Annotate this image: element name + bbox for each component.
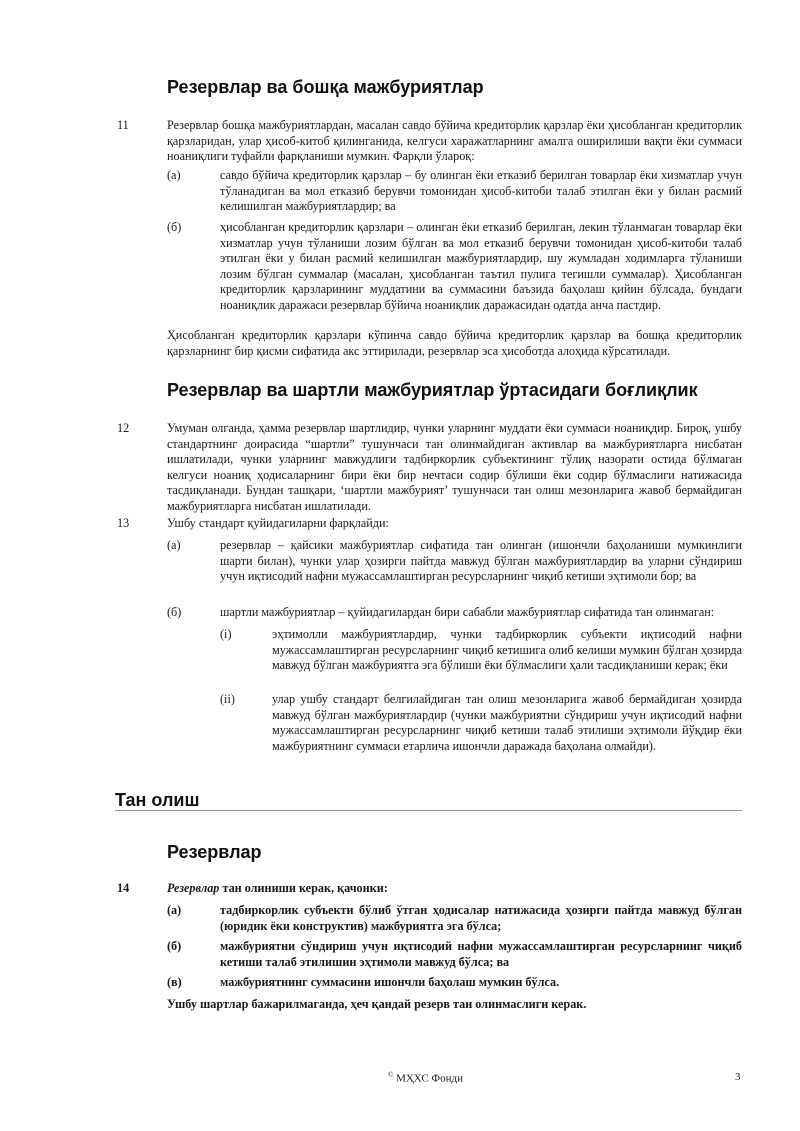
- paragraph-12-text: Умуман олганда, ҳамма резервлар шартлидир, чунки уларнинг муддати ёки суммаси ноаниқдир. Бироқ, ушбу стандартнинг доирасида “шартли” тушунчаси тан олинмайдиган активлар ва мажбуриятларга нисбатан ишлатилади, чунки уларнинг мавжудлиги тадбиркорлик субъектининг тўлиқ назорати остида бўлмаган келгуси ноаниқ ҳодисаларнинг бири ёки бир нечтаси содир бўлиши ёки содир бўлмаслиги натижасида тасдиқланади. Бундан ташқари, ‘шартли мажбурият’ тушунчаси тан олиш мезонларига жавоб бермайдиган мажбуриятларга нисбатан ишлатилади.: [167, 421, 742, 513]
- item-13b-text: шартли мажбуриятлар – қуйидагилардан бири сабабли мажбуриятлар сифатида тан олинмаган:: [220, 605, 715, 619]
- item-label-14b: (б): [167, 939, 182, 953]
- paragraph-14-closing: Ушбу шартлар бажарилмаганда, ҳеч қандай резерв тан олинмаслиги керак.: [167, 997, 587, 1011]
- paragraph-14-lead-rest: тан олиниши керак, қачонки:: [219, 881, 388, 895]
- item-13b-i-text: эҳтимолли мажбуриятлардир, чунки тадбиркорлик субъекти иқтисодий нафни мужассамлаштирган ресурсларнинг чиқиб кетишига олиб келиши мумкин бўлган ҳозирда мавжуд бўлган мажбуриятга эга бўлиши ёки бўлмаслиги ҳали тасдиқланиши керак; ёки: [272, 627, 742, 673]
- item-13a-text: резервлар – қайсики мажбуриятлар сифатида тан олинган (ишончли баҳоланиши мумкинлиги шарти билан), чунки улар ҳозирги пайтда мавжуд бўлган мажбуриятлардир ва уларни сўндириш учун иқтисодий нафни мужассамлаштирган ресурсларнинг чиқиб кетиши эҳтимоли бор; ва: [220, 538, 742, 584]
- item-label-13b: (б): [167, 605, 182, 619]
- paragraph-number-13: 13: [117, 516, 130, 530]
- paragraph-14-text: [167, 881, 742, 897]
- paragraph-number-14: 14: [117, 881, 130, 895]
- item-11a-text: савдо бўйича кредиторлик қарзлар – бу олинган ёки етказиб берилган товарлар ёки хизматлар учун тўланадиган ва мол етказиб берувчи томонидан ҳисоб-китоби талаб этилган ёки у билан расмий келишилган мажбуриятлардир; ва: [220, 168, 742, 214]
- item-label-14c: (в): [167, 975, 182, 989]
- item-label-13b-ii: (ii): [220, 692, 235, 706]
- section-heading-recognition: Тан олиш: [115, 790, 200, 810]
- item-11b-text: ҳисобланган кредиторлик қарзлари – олинган ёки етказиб берилган, лекин тўланмаган товарлар ёки хизматлар учун тўланиши лозим бўлган ва мол етказиб берувчи томонидан ҳисоб-китоби талаб этилган ёки у билан расмий келишилган мажбуриятлардир, шу жумладан ходимларга тўланиши лозим бўлган суммалар (масалан, ҳисобланган таътил пулига тегишли суммалар). Ҳисобланган кредиторлик қарзларининг муддатини ва суммасини баъзида баҳолаш қийин бўлсада, бундаги ноаниқлик даражаси резервлар бўйича ноаниқлик даражасидан одатда анча пастдир.: [220, 220, 742, 312]
- item-13b-ii-text: улар ушбу стандарт белгилайдиган тан олиш мезонларига жавоб бермайдиган ҳозирда мавжуд бўлган мажбуриятлардир (чунки мажбуриятни сўндириш учун иқтисодий нафни мужассамлаштирган ресурсларнинг чиқиб кетиши талаб этилиши эҳтимоли йўқдир ёки мажбуриятнинг суммаси етарлича ишончли даражада баҳолана олмайди).: [272, 692, 742, 753]
- paragraph-number-12: 12: [117, 421, 130, 435]
- item-14a-text: тадбиркорлик субъекти бўлиб ўтган ҳодисалар натижасида ҳозирги пайтда мавжуд бўлган (юридик ёки конструктив) мажбуриятга эга бўлса;: [220, 903, 742, 933]
- item-label-11a: (а): [167, 168, 181, 182]
- paragraph-11-closing: Ҳисобланган кредиторлик қарзлари кўпинча савдо бўйича кредиторлик қарзлар ва бошқа кредиторлик қарзларнинг бир қисми сифатида акс эттирилади, резервлар эса ҳисоботда алоҳида кўрсатилади.: [167, 328, 742, 358]
- item-14b-text: мажбуриятни сўндириш учун иқтисодий нафни мужассамлаштирган ресурсларнинг чиқиб кетиши талаб этилишин эҳтимоли мавжуд бўлса; ва: [220, 939, 742, 969]
- item-14c-text: мажбуриятнинг суммасини ишончли баҳолаш мумкин бўлса.: [220, 975, 560, 989]
- item-label-14a: (а): [167, 903, 182, 917]
- item-label-11b: (б): [167, 220, 182, 234]
- paragraph-number-11: 11: [117, 118, 129, 132]
- section-heading-reserves-contingent: Резервлар ва шартли мажбуриятлар ўртасидаги боғлиқлик: [167, 380, 698, 400]
- page-number: 3: [735, 1071, 741, 1083]
- section-heading-reserves: Резервлар: [167, 842, 262, 862]
- footer-copyright: [388, 1071, 463, 1085]
- paragraph-11-text: Резервлар бошқа мажбуриятлардан, масалан савдо бўйича кредиторлик қарзлар ёки ҳисобланган кредиторлик қарзларидан, улар ҳисоб-китоб қилинганида, келгуси харажатларнинг амалга оширилиши вақти ёки суммаси ноаниқлиги туфайли фарқланиши мумкин. Фарқли ўлароқ:: [167, 118, 742, 164]
- item-label-13a: (а): [167, 538, 181, 552]
- section-divider: [115, 810, 742, 811]
- copyright-mark: ©: [388, 1071, 394, 1079]
- paragraph-13-text: Ушбу стандарт қуйидагиларни фарқлайди:: [167, 516, 389, 530]
- section-heading-reserves-other: Резервлар ва бошқа мажбуриятлар: [167, 77, 484, 97]
- paragraph-14-lead-term: Резервлар: [167, 881, 220, 895]
- item-label-13b-i: (i): [220, 627, 232, 641]
- footer-org: МҲХС Фонди: [393, 1072, 463, 1085]
